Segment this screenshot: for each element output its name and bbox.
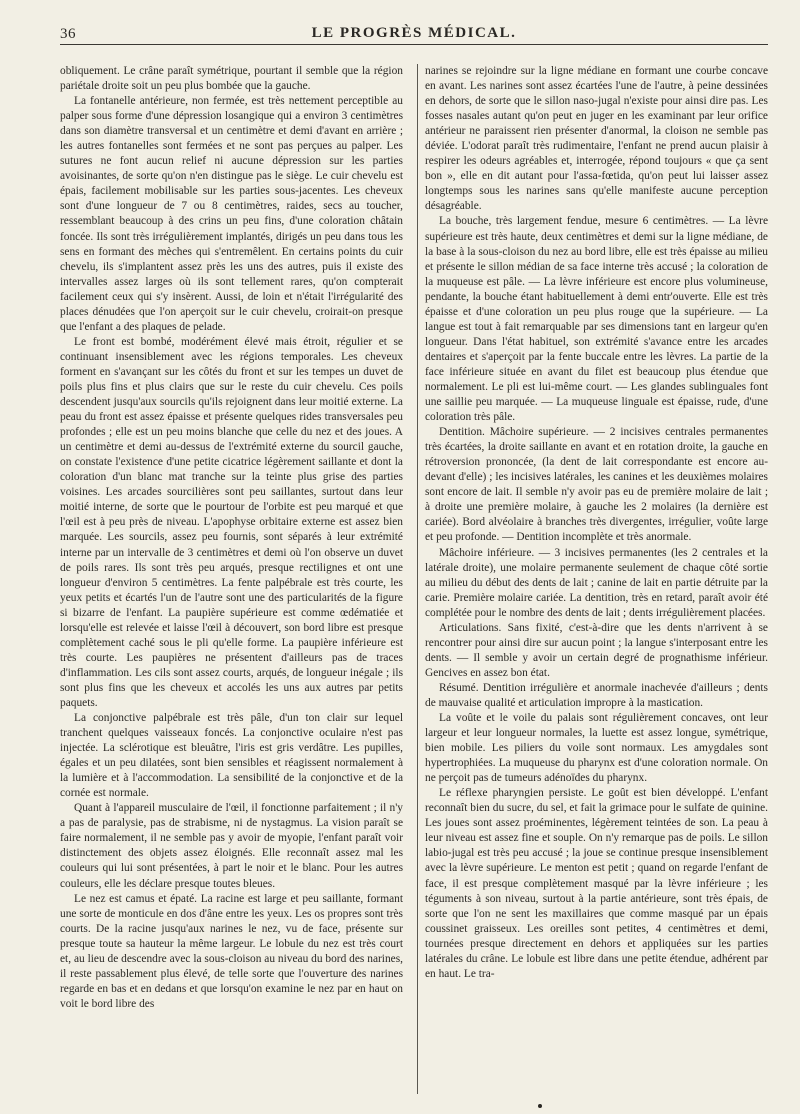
right-column bbox=[425, 64, 768, 982]
paragraph: La bouche, très largement fendue, mesure 6 centimètres. — La lèvre supérieure est très haute, deux centimètres et demi sur la ligne médiane, de la base à la sous-cloison du nez au bord libre, elle est très épaisse au milieu et présente le sillon médian de sa face interne très accusé ; la coloration de la muqueuse est pâle. — La lèvre inférieure est encore plus volumineuse, pendante, la bouche étant habituellement à demi entr'ouverte. Elle est très épaisse et d'une coloration un peu plus rouge que la supérieure. — La langue est tout à fait remarquable par ses dimensions tant en largeur qu'en longueur. Dans l'état habituel, son extrémité s'avance entre les arcades dentaires et s'aperçoit par la fente buccale entre les lèvres. La partie de la face inférieure située en avant du filet est beaucoup plus étendue que normalement. Le pli est lui-même court. — Les glandes sublinguales font une saillie peu marquée. — La muqueuse linguale est épaisse, rude, d'une coloration très pâle. bbox=[425, 215, 768, 424]
paragraph: Le front est bombé, modérément élevé mais étroit, régulier et se continuant insensiblement avec les régions temporales. Les cheveux forment en s'avançant sur les côtés du front et sur les tempes un duvet de poils plus fins et plus clairs que sur le reste du cuir chevelu. Ces poils descendent jusqu'aux sourcils qu'ils rejoignent dans leur moitié externe. La peau du front est assez épaisse et présente quelques rides transversales peu profondes ; elle est un peu moins blanche que celle du nez et des joues. A un centimètre et demi au-dessus de l'extrémité externe du sourcil gauche, on constate l'existence d'une petite cicatrice légèrement saillante et dont la coloration d'un blanc mat tranche sur la teinte plus grise des parties voisines. Les arcades sourcilières sont peu saillantes, surtout dans leur moitié interne, de sorte que le pourtour de l'orbite est peu marqué et que l'œil est à peu près de niveau. L'apophyse orbitaire externe est assez bien marquée. Les sourcils, assez peu fournis, sont séparés à leur extrémité interne par un intervalle de 3 centimètres et demi où l'on observe un duvet de poils rares. Ils sont très peu arqués, presque rectilignes et ont une longueur d'environ 5 centimètres. La fente palpébrale est très courte, les yeux petits et écartés l'un de l'autre sont une des particularités de la figure si bizarre de l'enfant. La paupière supérieure est comme œdématiée et lorsqu'elle est relevée et laisse l'œil à découvert, son bord libre est presque complètement caché sous le pli qu'elle forme. La paupière inférieure est très courte. Les paupières ne présentent d'ailleurs pas de traces d'inflammation. Les cils sont assez courts, arqués, de longueur inégale ; ils sont plus fins que les cheveux et accolés les uns aux autres par petits paquets. bbox=[60, 335, 403, 709]
paragraph: Le nez est camus et épaté. La racine est large et peu saillante, formant une sorte de monticule en dos d'âne entre les yeux. Les os propres sont très courts. De la racine jusqu'aux narines le nez, vu de face, présente sur presque toute sa hauteur la même largeur. Le lobule du nez est très court et, au lieu de descendre avec la sous-cloison au niveau du bord des narines, il reste passablement plus élevé, de telle sorte que l'ouverture des narines regarde en bas et en dedans et que lorsqu'on examine le nez par en haut on voit le bord libre des bbox=[60, 892, 403, 1010]
left-column bbox=[60, 64, 403, 1012]
paragraph: La conjonctive palpébrale est très pâle, d'un ton clair sur lequel tranchent quelques vaisseaux foncés. La conjonctive oculaire n'est pas injectée. La sclérotique est bleuâtre, l'iris est gris verdâtre. Les pupilles, égales et un peu dilatées, sont bien sensibles et réagissent normalement à la lumière et à l'accommodation. La sensibilité de la conjonctive et de la cornée est normale. bbox=[60, 712, 403, 800]
paragraph: Résumé. Dentition irrégulière et anormale inachevée d'ailleurs ; dents de mauvaise qualité et articulation impropre à la mastication. bbox=[425, 681, 768, 709]
paragraph: Le réflexe pharyngien persiste. Le goût est bien développé. L'enfant reconnaît bien du sucre, du sel, et fait la grimace pour le sulfate de quinine. Les joues sont assez proéminentes, légèrement teintées de son. La peau à leur niveau est assez fine et souple. On n'y remarque pas de poils. Le sillon labio-jugal est très peu accusé ; la joue se continue presque insensiblement avec la lèvre supérieure. Le menton est petit ; quand on regarde l'enfant de face, il est presque complètement masqué par la lèvre inférieure ; les téguments à son niveau, surtout à la partie antérieure, sont très épais, de sorte que l'on ne sent les maxillaires que comme masqué par un épais coussinet graisseux. Les oreilles sont petites, 4 centimètres et demi, tournées presque directement en dehors et appliquées sur les parties latérales du crâne. Le lobule est libre dans une petite étendue, adhérent par en haut. Le tra- bbox=[425, 787, 768, 980]
paragraph: La fontanelle antérieure, non fermée, est très nettement perceptible au palper sous forme d'une dépression losangique qui a environ 3 centimètres dans son diamètre transversal et un centimètre et demi d'avant en arrière ; les autres fontanelles sont fermées et ne sont pas perçues au palper. Les sutures ne font aucun relief ni aucune dépression sur les parties avoisinantes, de sorte qu'on n'en distingue pas le siège. Le cuir chevelu est épais, facilement mobilisable sur les parties sous-jacentes. Les cheveux sont d'une longueur de 7 ou 8 centimètres, raides, secs au toucher, ressemblant beaucoup à des crins un peu fins, d'une coloration châtain foncée. Ils sont très irrégulièrement implantés, dirigés un peu dans tous les sens en formant des mèches qui s'entremêlent. En certains points du cuir chevelu, ils s'implantent assez près les uns des autres, puis il existe des intervalles assez larges où ils sont tellement rares, qu'on compterait facilement ceux qui s'y insèrent. Aussi, de loin et n'était l'irrégularité des places dénudées que l'on aperçoit sur le cuir chevelu, croirait-on presque que l'enfant a des plaques de pelade. bbox=[60, 95, 403, 333]
page-number: 36 bbox=[60, 26, 76, 42]
paragraph: Mâchoire inférieure. — 3 incisives permanentes (les 2 centrales et la latérale droite), une molaire permanente seulement de chaque côté sortie au milieu du début des dents de lait ; canine de lait en partie détruite par la carie. Première molaire cariée. La dentition, très en retard, paraît avoir été complétée pour le nombre des dents de lait ; dents irrégulièrement placées. bbox=[425, 546, 768, 619]
column-divider bbox=[417, 64, 418, 1094]
paragraph: obliquement. Le crâne paraît symétrique, pourtant il semble que la région pariétale droite soit un peu plus bombée que la gauche. bbox=[60, 65, 403, 93]
paragraph: Quant à l'appareil musculaire de l'œil, il fonctionne parfaitement ; il n'y a pas de paralysie, pas de strabisme, ni de nystagmus. La vision paraît se faire normalement, il ne semble pas y avoir de myopie, l'enfant paraît voir distinctement des objets assez éloignés. Elle reconnaît assez mal les couleurs qui lui sont présentées, à part le noir et le blanc. Pour les autres couleurs, elle les déclare presque toutes bleues. bbox=[60, 802, 403, 890]
print-mark bbox=[538, 1104, 542, 1108]
page-header bbox=[60, 22, 768, 45]
paragraph: Dentition. Mâchoire supérieure. — 2 incisives centrales permanentes très écartées, la droite saillante en avant et en rotation droite, la gauche en rétroversion prononcée, (la dent de lait correspondante est encore au-devant d'elle) ; les incisives latérales, les canines et les deuxièmes molaires sont encore de lait. Il semble n'y avoir pas eu de première molaire de lait ; à droite une première molaire, à gauche les 2 molaires (la dernière est cariée). Bord alvéolaire à branches très divergentes, irrégulier, voûte large et peu profonde. — Dentition incomplète et très anormale. bbox=[425, 426, 768, 544]
paragraph: La voûte et le voile du palais sont régulièrement concaves, ont leur largeur et leur longueur normales, la luette est assez longue, symétrique, bien mobile. Les piliers du voile sont normaux. Les amygdales sont hypertrophiées. La muqueuse du pharynx est d'une coloration normale. On ne perçoit pas de tumeurs adénoïdes du pharynx. bbox=[425, 712, 768, 785]
journal-title: LE PROGRÈS MÉDICAL. bbox=[311, 25, 517, 41]
paragraph: narines se rejoindre sur la ligne médiane en formant une courbe concave en avant. Les narines sont assez écartées l'une de l'autre, à peine dessinées en dehors, de sorte que le sillon naso-jugal n'existe pour ainsi dire pas. Les fosses nasales autant qu'on peut en juger en les examinant par leur orifice antérieur ne paraissent rien présenter d'anormal, la cloison ne semble pas déviée. L'odorat paraît très rudimentaire, l'enfant ne prend aucun plaisir à respirer les odeurs agréables et, interrogée, répond toujours « que ça sent bon », elle en dit autant pour l'assa-fœtida, qu'on peut lui laisser assez longtemps sous les narines sans qu'elle manifeste aucune perception désagréable. bbox=[425, 65, 768, 213]
paragraph: Articulations. Sans fixité, c'est-à-dire que les dents n'arrivent à se rencontrer pour ainsi dire sur aucun point ; la langue s'interposant entre les dents. — Il semble y avoir un certain degré de prognathisme inférieur. Gencives en assez bon état. bbox=[425, 621, 768, 679]
